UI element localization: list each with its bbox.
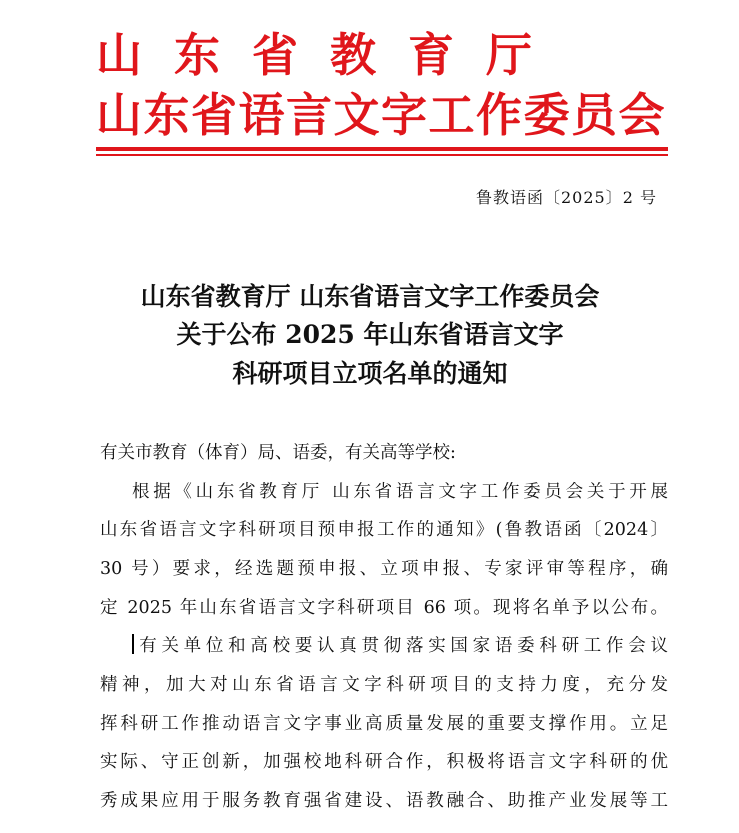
paragraph-1-line-1: 根据《山东省教育厅 山东省语言文字工作委员会关于开展 (132, 482, 668, 502)
paragraph-2-line-1-text: 有关单位和高校要认真贯彻落实国家语委科研工作会议 (134, 636, 668, 656)
paragraph-2-line-5: 秀成果应用于服务教育强省建设、语教融合、助推产业发展等工 (100, 791, 668, 811)
red-header-rule-thick (96, 147, 668, 151)
paragraph-2-line-3: 挥科研工作推动语言文字事业高质量发展的重要支撑作用。立足 (100, 714, 668, 734)
issuer-name-language-committee: 山东省语言文字工作委员会 (96, 88, 666, 142)
paragraph-2-line-4: 实际、守正创新，加强校地科研合作，积极将语言文字科研的优 (100, 752, 668, 772)
paragraph-2-line-1 (132, 633, 668, 659)
document-title-line-1: 山东省教育厅 山东省语言文字工作委员会 (140, 282, 600, 311)
issuer-name-education-department: 山东省教育厅 (96, 28, 564, 82)
paragraph-2-line-2: 精神，加大对山东省语言文字科研项目的支持力度，充分发 (100, 675, 668, 695)
document-number: 鲁教语函〔2025〕2 号 (476, 188, 657, 207)
red-header-rule-thin (96, 154, 668, 156)
text-cursor (132, 634, 134, 654)
salutation: 有关市教育（体育）局、语委，有关高等学校: (100, 443, 456, 463)
paragraph-1-line-3: 30 号）要求，经选题预申报、立项申报、专家评审等程序，确 (100, 559, 668, 579)
paragraph-1-line-2: 山东省语言文字科研项目预申报工作的通知》(鲁教语函〔2024〕 (100, 520, 668, 540)
document-title-line-3: 科研项目立项名单的通知 (232, 359, 508, 388)
document-title-line-2: 关于公布 2025 年山东省语言文字 (176, 320, 564, 349)
paragraph-1-line-4: 定 2025 年山东省语言文字科研项目 66 项。现将名单予以公布。 (100, 598, 668, 618)
